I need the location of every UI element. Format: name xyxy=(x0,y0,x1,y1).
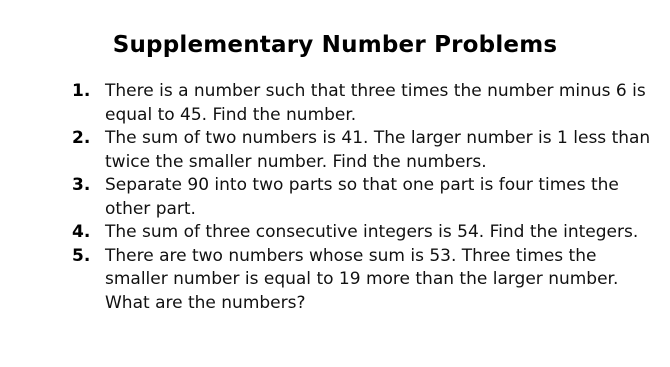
page-title: Supplementary Number Problems xyxy=(112,32,558,58)
problem-item-3 xyxy=(72,174,662,221)
problem-number: 2. xyxy=(72,128,91,148)
problem-number: 4. xyxy=(72,222,91,242)
problem-item-4 xyxy=(72,221,662,245)
problem-text: The sum of two numbers is 41. The larger number is 1 less than twice the smaller number. Find the numbers. xyxy=(105,128,651,172)
problem-text: There is a number such that three times the number minus 6 is equal to 45. Find the number. xyxy=(105,81,646,125)
problem-number: 5. xyxy=(72,245,91,266)
problem-text: Separate 90 into two parts so that one part is four times the other part. xyxy=(105,175,619,219)
problem-number: 3. xyxy=(72,175,91,195)
problem-item-1 xyxy=(72,80,662,127)
problem-number: 1. xyxy=(72,81,91,101)
problem-text: The sum of three consecutive integers is 54. Find the integers. xyxy=(105,222,639,242)
problem-list xyxy=(72,80,662,315)
problem-item-2 xyxy=(72,127,662,174)
problem-text: There are two numbers whose sum is 53. Three times the smaller number is equal to 19 more than the larger number. What are the numbers? xyxy=(105,245,619,313)
problem-item-5 xyxy=(72,245,662,316)
